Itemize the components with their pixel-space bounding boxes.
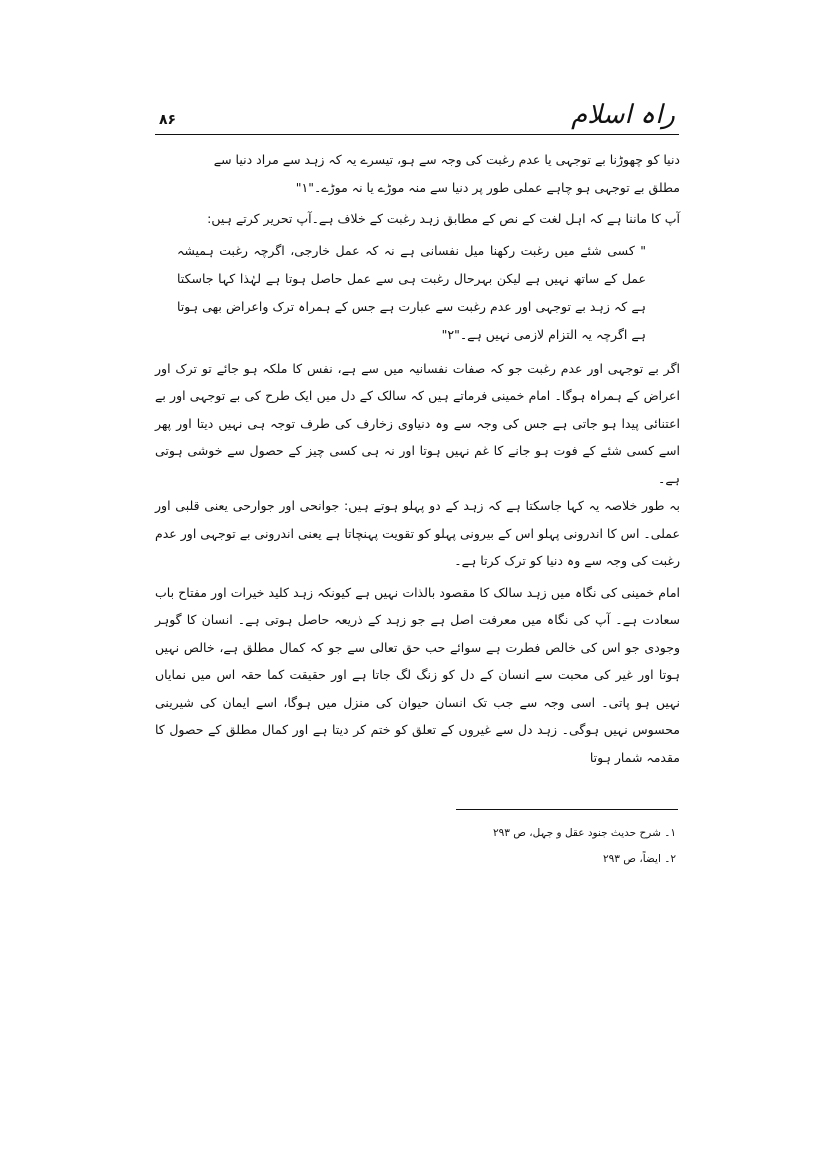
- intro-line-2: مطلق بے توجہی ہو چاہے عملی طور پر دنیا سے منہ موڑے یا نہ موڑے۔"۱": [295, 179, 680, 195]
- paragraph: بہ طور خلاصہ یہ کہا جاسکتا ہے کہ زہد کے دو پہلو ہوتے ہیں: جوانحی اور جوارحی یعنی قلبی اور عملی۔ اس کا اندرونی پہلو اس کے بیرونی پہلو کو تقویت پہنچاتا ہے یعنی اندرونی بے توجہی اور عدم رغبت کی وجہ سے وہ دنیا کو ترک کرتا ہے۔: [155, 498, 680, 568]
- footnotes: [400, 820, 676, 872]
- page-number: ۸۶: [159, 112, 177, 128]
- footnote-divider: [456, 809, 678, 810]
- block-quote: " کسی شئے میں رغبت رکھنا میل نفسانی ہے نہ کہ عمل خارجی، اگرچہ رغبت ہمیشہ عمل کے ساتھ نہیں ہے لیکن بہرحال رغبت ہی سے عمل حاصل ہوتا ہے لہٰذا کہا جاسکتا ہے کہ زہد بے توجہی اور عدم رغبت سے عبارت ہے جس کے ہمراہ ترک واعراض بھی ہوتا ہے اگرچہ یہ التزام لازمی نہیں ہے۔"۲": [177, 242, 646, 342]
- paragraph: آپ کا ماننا ہے کہ اہل لغت کے نص کے مطابق زہد رغبت کے خلاف ہے۔آپ تحریر کرتے ہیں:: [207, 211, 680, 226]
- footnote-2: ۲۔ ایضاً، ص ۲۹۳: [603, 853, 676, 865]
- paragraph: امام خمینی کی نگاہ میں زہد سالک کا مقصود بالذات نہیں ہے کیونکہ زہد کلید خیرات اور مفتاح باب سعادت ہے۔ آپ کی نگاہ میں معرفت اصل ہے جو زہد کے ذریعہ حاصل ہوتی ہے۔ انسان کا گوہر وجودی جو اس کی خالص فطرت ہے سوائے حب حق تعالی سے جو کہ کمال مطلق ہے، خالص نہیں ہوتا اور غیر کی محبت سے انسان کے دل کو زنگ لگ جاتا ہے اور حقیقت کما حقہ اس میں نمایاں نہیں ہو پاتی۔ اسی وجہ سے جب تک انسان حیوان کی منزل میں ہوگا، اسے ایمان کی شیرینی محسوس نہیں ہوگی۔ زہد دل سے غیروں کے تعلق کو ختم کر دیتا ہے اور کمال مطلق کے حصول کا مقدمہ شمار ہوتا: [155, 584, 680, 765]
- book-title: راہ اسلام: [571, 100, 675, 130]
- paragraph: اگر بے توجہی اور عدم رغبت جو کہ صفات نفسانیہ میں سے ہے، نفس کا ملکہ ہو جائے تو ترک اور اعراض کے ہمراہ ہوگا۔ امام خمینی فرماتے ہیں کہ سالک کے دل میں ایک طرح کی بے توجہی اور بے اعتنائی پیدا ہو جاتی ہے جس کی وجہ سے وہ دنیاوی زخارف کی طرف توجہ ہی نہیں دیتا اور پھر اسے کسی شئے کے فوت ہو جانے کا غم نہیں ہوتا اور نہ ہی کسی چیز کے حصول سے خوشی ہوتی ہے۔: [155, 360, 680, 486]
- header-divider: [155, 134, 679, 135]
- running-header: [155, 100, 677, 132]
- footnote-1: ۱۔ شرح حدیث جنود عقل و جہل، ص ۲۹۳: [492, 827, 676, 839]
- main-text: [155, 146, 680, 771]
- intro-line-1: دنیا کو چھوڑنا بے توجہی یا عدم رغبت کی وجہ سے ہو، تیسرے یہ کہ زہد سے مراد دنیا سے: [213, 152, 680, 167]
